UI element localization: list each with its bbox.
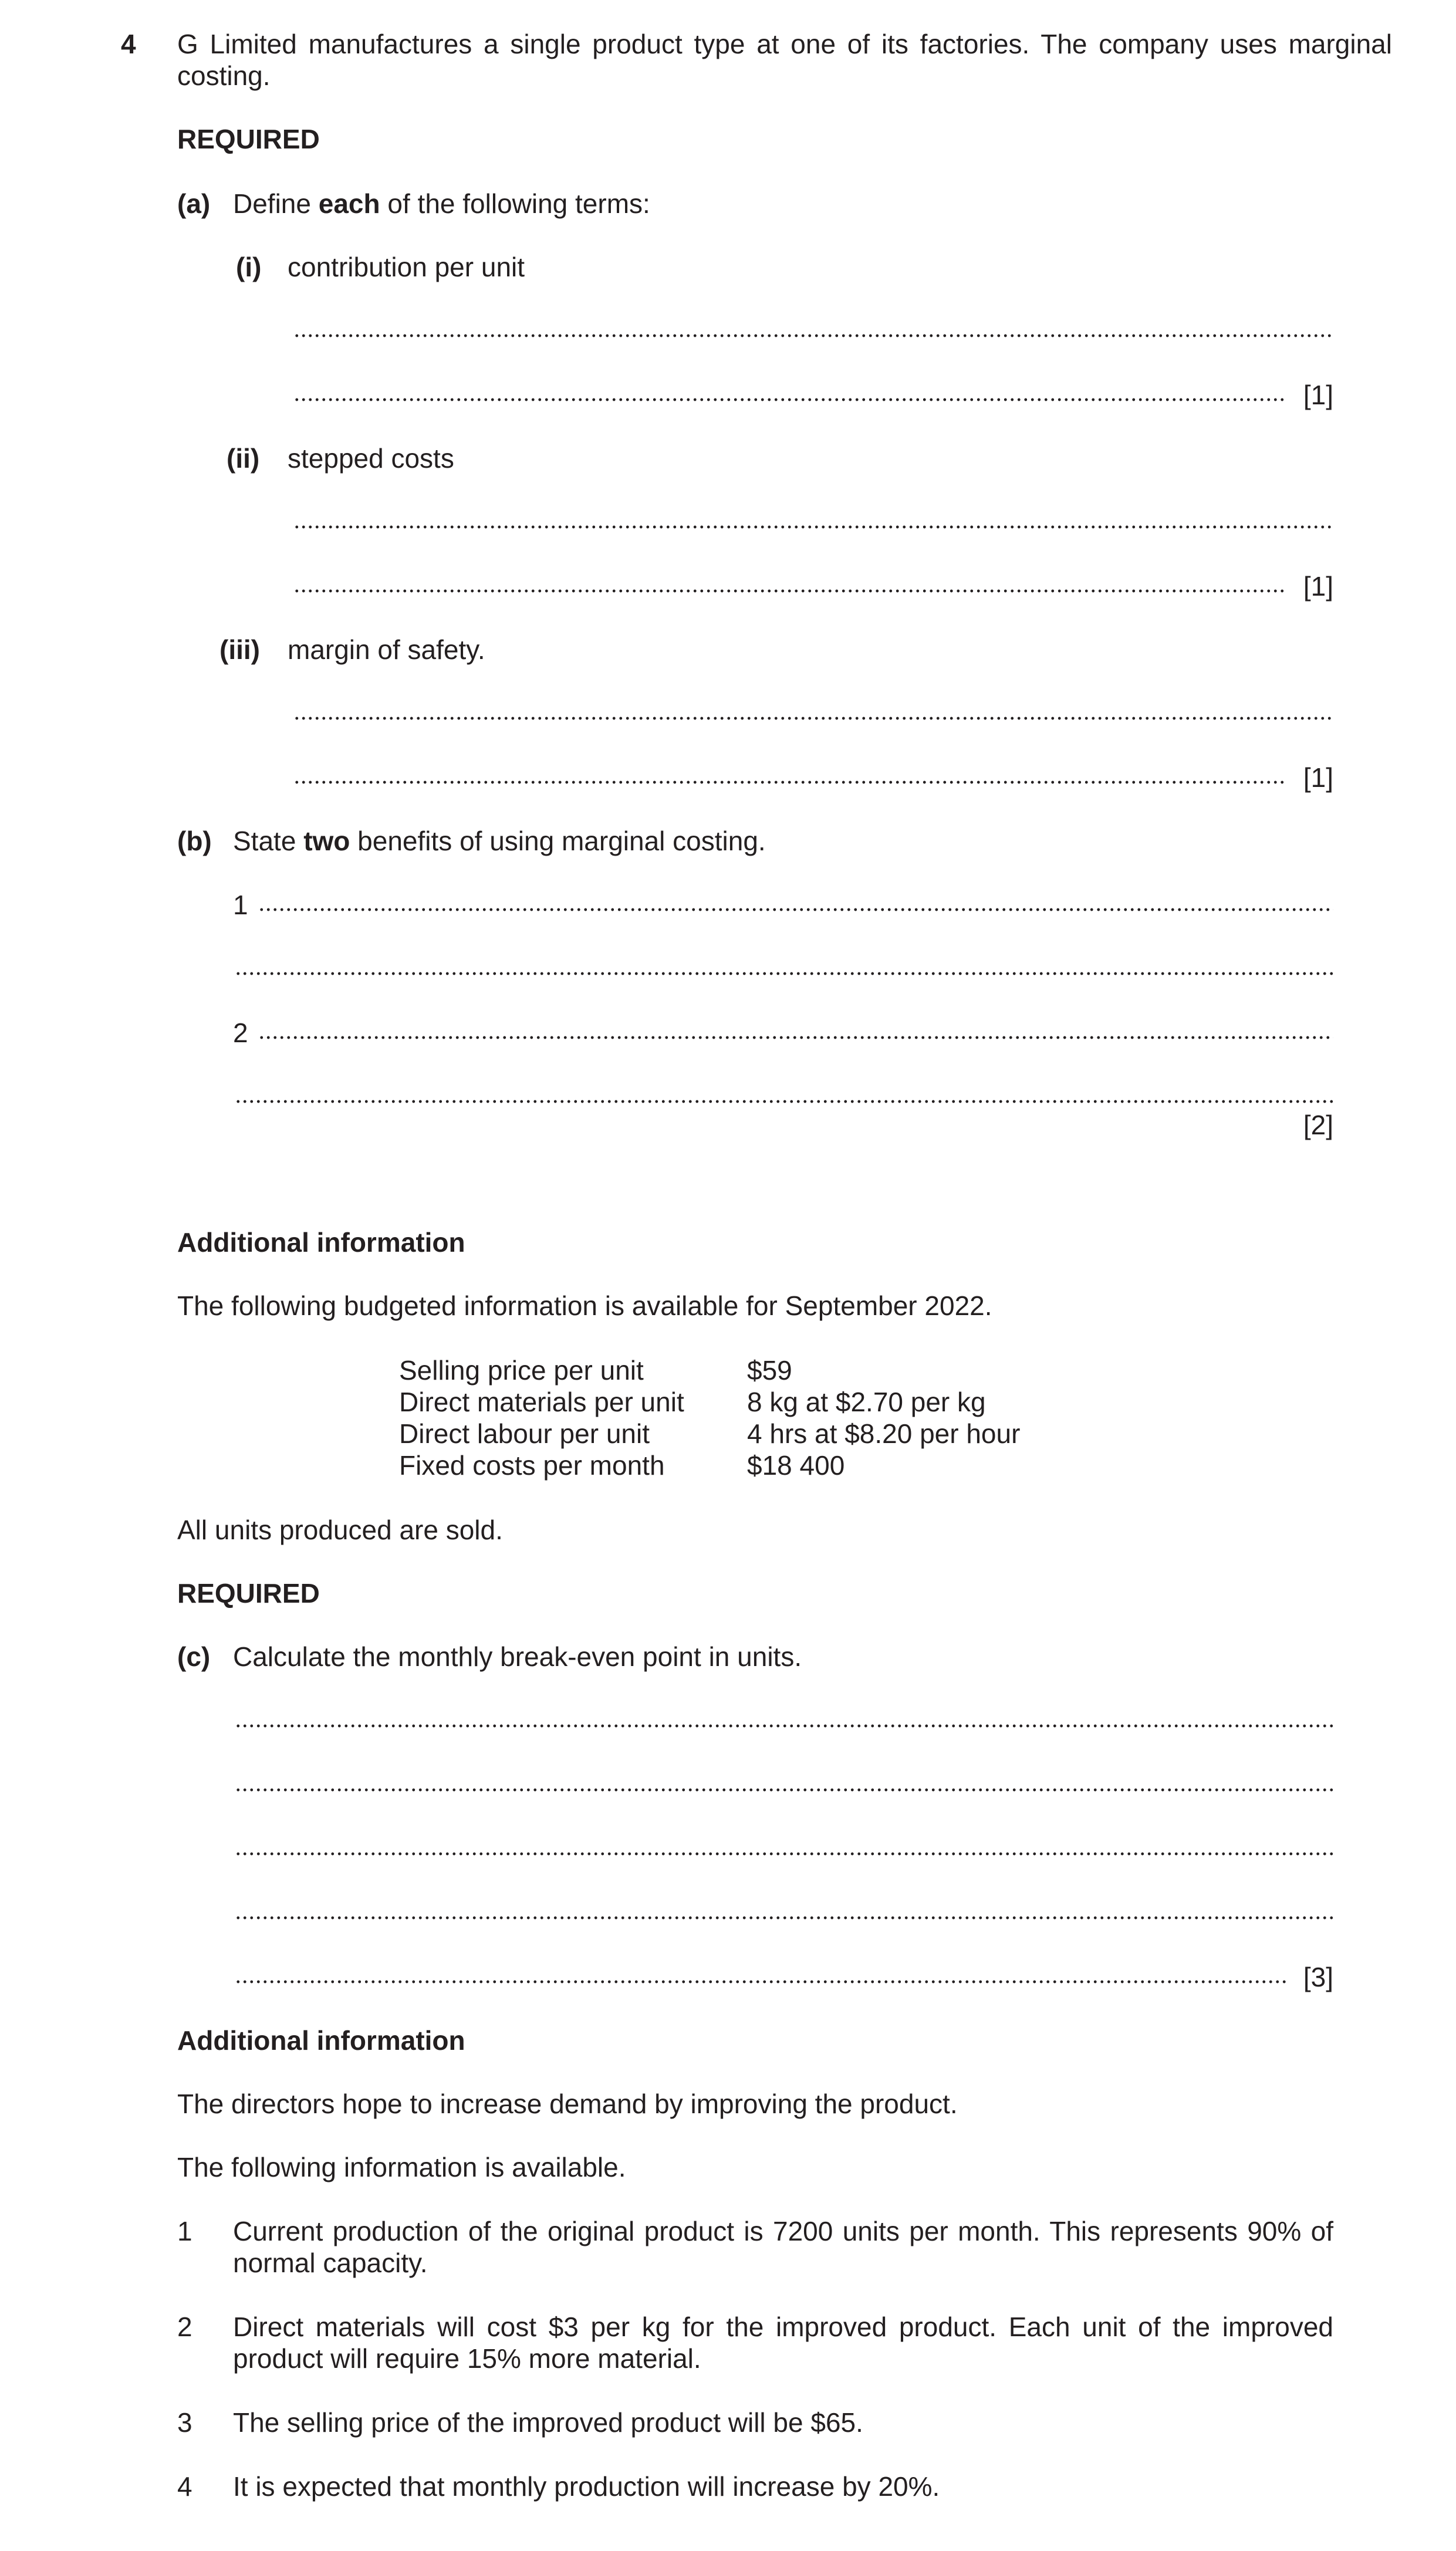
point-number: 1 [177, 2216, 192, 2246]
budget-value: 4 hrs at $8.20 per hour [747, 1418, 1021, 1449]
part-a-label: (a) [177, 188, 211, 219]
additional-info-line: The following information is available. [177, 2152, 626, 2182]
part-b-line-2-label: 2 [233, 1018, 248, 1048]
point-text: Current production of the original product is 7200 units per month. This represents 90% of normal capacity. [233, 2216, 1333, 2278]
budget-item: Direct materials per unit [399, 1387, 684, 1417]
budget-value: 8 kg at $2.70 per kg [747, 1387, 986, 1417]
answer-line[interactable] [235, 971, 1333, 976]
answer-line[interactable] [235, 1724, 1333, 1728]
answer-line[interactable] [293, 397, 1286, 402]
answer-line[interactable] [258, 907, 1333, 912]
answer-line[interactable] [293, 780, 1286, 785]
answer-line[interactable] [235, 1979, 1286, 1984]
point-text: It is expected that monthly production will increase by 20%. [233, 2471, 940, 2502]
additional-info-line: The directors hope to increase demand by improving the product. [177, 2089, 958, 2119]
part-c-marks: [3] [1303, 1962, 1333, 1992]
point-number: 3 [177, 2407, 192, 2438]
part-a-i-text: contribution per unit [288, 252, 525, 282]
part-b-prompt: State two benefits of using marginal costing. [233, 826, 766, 856]
budget-item: Selling price per unit [399, 1355, 644, 1386]
answer-line[interactable] [235, 1788, 1333, 1792]
part-a-iii-marks: [1] [1303, 762, 1333, 793]
budget-value: $59 [747, 1355, 792, 1386]
budget-item: Direct labour per unit [399, 1418, 650, 1449]
part-a-iii-text: margin of safety. [288, 634, 485, 665]
required-heading: REQUIRED [177, 124, 320, 154]
answer-line[interactable] [293, 333, 1333, 338]
part-c-label: (c) [177, 1641, 211, 1672]
point-number: 2 [177, 2312, 192, 2342]
part-a-prompt: Define each of the following terms: [233, 188, 650, 219]
budget-value: $18 400 [747, 1450, 845, 1481]
part-b-line-1-label: 1 [233, 890, 248, 920]
required-heading: REQUIRED [177, 1578, 320, 1609]
additional-info-note: All units produced are sold. [177, 1515, 503, 1545]
part-c-prompt: Calculate the monthly break-even point in units. [233, 1641, 802, 1672]
part-a-i-marks: [1] [1303, 380, 1333, 410]
part-b-label: (b) [177, 826, 212, 856]
answer-line[interactable] [293, 589, 1286, 593]
answer-line[interactable] [235, 1851, 1333, 1856]
point-text: Direct materials will cost $3 per kg for the improved product. Each unit of the improved product will require 15% more material. [233, 2312, 1333, 2374]
answer-line[interactable] [235, 1915, 1333, 1920]
question-number: 4 [121, 29, 136, 59]
part-a-i-label: (i) [236, 252, 262, 282]
part-a-ii-text: stepped costs [288, 443, 454, 474]
answer-line[interactable] [293, 716, 1333, 721]
question-intro: G Limited manufactures a single product type at one of its factories. The company uses marginal costing. [177, 29, 1392, 91]
point-text: The selling price of the improved product will be $65. [233, 2407, 863, 2438]
part-a-iii-label: (iii) [219, 634, 260, 665]
additional-info-heading: Additional information [177, 2025, 465, 2056]
budget-item: Fixed costs per month [399, 1450, 665, 1481]
point-number: 4 [177, 2471, 192, 2502]
part-b-marks: [2] [1303, 1110, 1333, 1140]
additional-info-heading: Additional information [177, 1227, 465, 1258]
part-a-ii-label: (ii) [227, 443, 260, 474]
additional-info-intro: The following budgeted information is available for September 2022. [177, 1290, 992, 1321]
part-a-ii-marks: [1] [1303, 571, 1333, 602]
answer-line[interactable] [235, 1099, 1333, 1104]
answer-line[interactable] [258, 1035, 1333, 1040]
answer-line[interactable] [293, 525, 1333, 529]
